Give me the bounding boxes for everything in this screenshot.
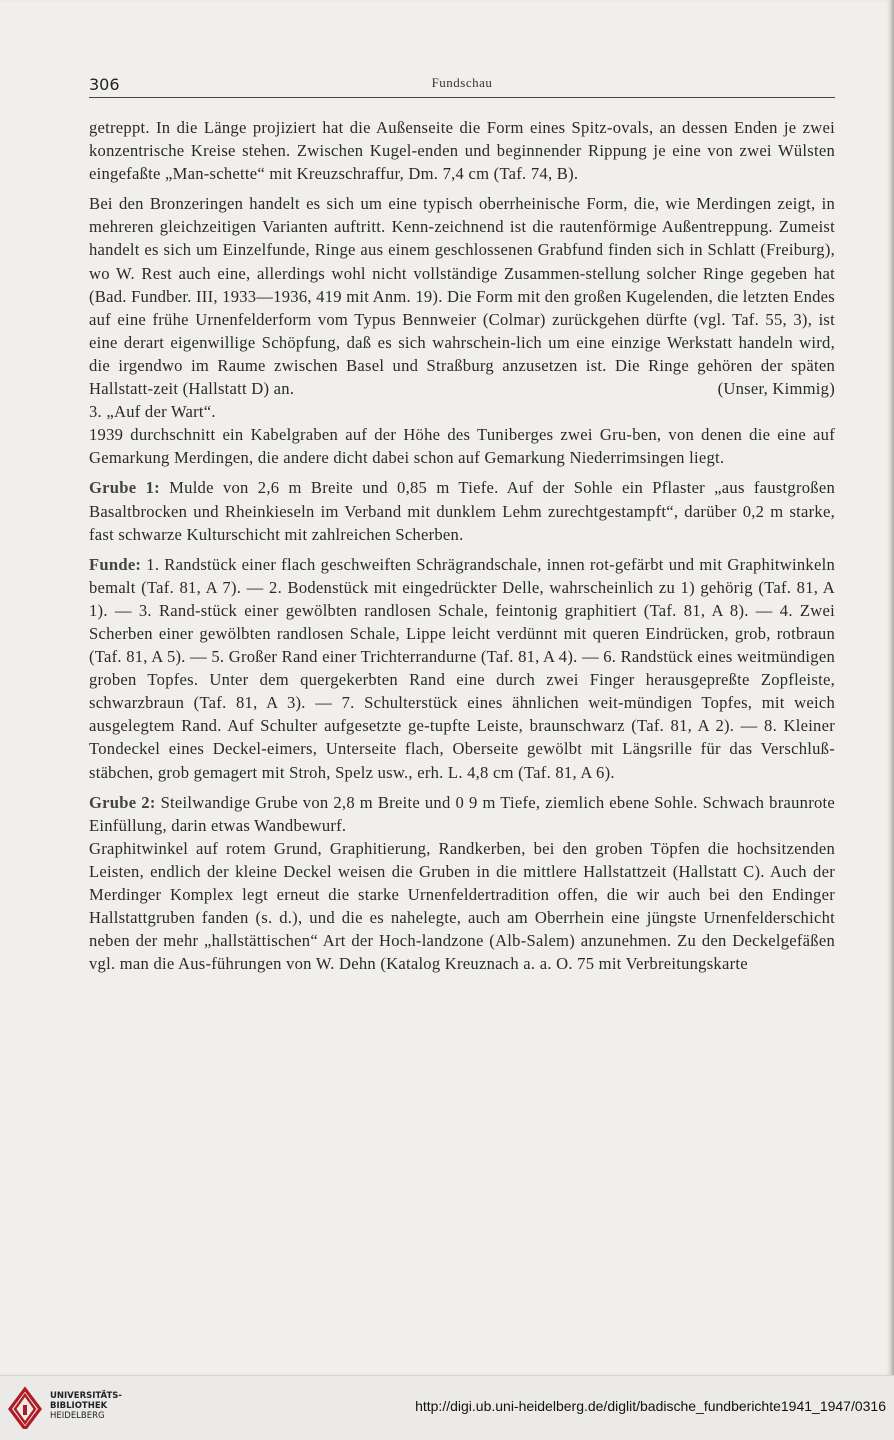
university-logo-icon[interactable]: [8, 1385, 42, 1429]
grube-1-label: Grube 1:: [89, 478, 160, 498]
paragraph-2: [89, 192, 835, 400]
body-text: [89, 116, 835, 982]
paragraph-3: 1939 durchschnitt ein Kabelgraben auf der Höhe des Tuniberges zwei Gru-ben, von denen die eine auf Gemarkung Merdingen, die andere dicht dabei schon auf Gemarkung Niederrimsingen liegt.: [89, 425, 835, 468]
running-head: Fundschau: [431, 75, 493, 90]
viewer-footer: [0, 1375, 894, 1440]
funde-label: Funde:: [89, 554, 142, 574]
funde-text: 1. Randstück einer flach geschweiften Schrägrandschale, innen rot-gefärbt und mit Graphitwinkeln bemalt (Taf. 81, A 7). — 2. Bodenstück mit eingedrückter Delle, wahrscheinlich zu 1) gehörig (Taf. 81, A 1). — 3. Rand-stück einer gewölbten randlosen Schale, feintonig graphitiert (Taf. 81, A 8). — 4. Zwei Scherben einer gewölbten randlosen Schale, Lippe leicht verdünnt mit queren Eindrücken, grob, rotbraun (Taf. 81, A 5). — 5. Großer Rand einer Trichterrandurne (Taf. 81, A 4). — 6. Randstück eines weitmündigen groben Topfes. Unter dem quergekerbten Rand eine durch zwei Finger herausgepreßte Zopfleiste, schwarzbraun (Taf. 81, A 3). — 7. Schulterstück eines ähnlichen weit-mündigen Topfes, mit weich ausgelegtem Rand. Auf Schulter aufgesetzte ge-tupfte Leiste, braunschwarz (Taf. 81, A 2). — 8. Kleiner Tondeckel eines Deckel-eimers, Unterseite flach, Oberseite gewölbt mit Längsrille für das Verschluß-stäbchen, grob gemagert mit Stroh, Spelz usw., erh. L. 4,8 cm (Taf. 81, A 6).: [89, 554, 835, 782]
logo-line-3: HEIDELBERG: [50, 1411, 105, 1421]
paragraph-grube-1: [89, 476, 835, 545]
grube-2-label: Grube 2:: [89, 792, 156, 812]
logo-line-2: BIBLIOTHEK: [50, 1401, 108, 1411]
grube-1-text: Mulde von 2,6 m Breite und 0,85 m Tiefe. Auf der Sohle ein Pflaster „aus faustgroßen Basaltbrocken und Rheinkieseln im Verband mit dunklem Lehm zurechtgestampft“, darüber 0,2 m starke, fast schwarze Kulturschicht mit zahlreichen Scherben.: [89, 478, 835, 544]
page-header: [89, 73, 835, 98]
grube-2-text: Steilwandige Grube von 2,8 m Breite und 0 9 m Tiefe, ziemlich ebene Sohle. Schwach braunrote Einfüllung, darin etwas Wandbewurf.: [89, 792, 835, 835]
section-heading: 3. „Auf der Wart“.: [89, 402, 216, 422]
permalink-url[interactable]: http://digi.ub.uni-heidelberg.de/diglit/badische_fundberichte1941_1947/0316: [415, 1398, 886, 1414]
paragraph-1: getreppt. In die Länge projiziert hat die Außenseite die Form eines Spitz-ovals, an dessen Enden je zwei konzentrische Kreise stehen. Zwischen Kugel-enden und beginnender Rippung je eine von zwei Wülsten eingefaßte „Man-schette“ mit Kreuzschraffur, Dm. 7,4 cm (Taf. 74, B).: [89, 118, 835, 184]
paragraph-grube-2: [89, 791, 835, 837]
author-attribution: (Unser, Kimmig): [717, 379, 835, 399]
paragraph-conclusion: Graphitwinkel auf rotem Grund, Graphitierung, Randkerben, bei den groben Töpfen die hochsitzenden Leisten, endlich der kleine Deckel weisen die Gruben in die mittlere Hallstattzeit (Hallstatt C). Auch der Merdinger Komplex legt erneut die starke Urnenfeldertradition offen, die wir auch bei den Endinger Hallstattgruben fanden (s. d.), und die es nahelegte, auch am Oberrhein eine jüngste Urnenfelderschicht neben der mehr „hallstättischen“ Art der Hoch-landzone (Alb-Salem) anzunehmen. Zu den Deckelgefäßen vgl. man die Aus-führungen von W. Dehn (Katalog Kreuznach a. a. O. 75 mit Verbreitungskarte: [89, 838, 835, 974]
university-logo-text: [50, 1391, 122, 1421]
paragraph-funde: [89, 553, 835, 784]
logo-line-1: UNIVERSITÄTS-: [50, 1391, 122, 1401]
page-number: 306: [89, 75, 120, 94]
paragraph-2-text: Bei den Bronzeringen handelt es sich um eine typisch oberrheinische Form, die, wie Merdingen zeigt, in mehreren gleichzeitigen Varianten auftritt. Kenn-zeichnend ist die rautenförmige Außentreppung. Zumeist handelt es sich um Einzelfunde, Ringe aus einem geschlossenen Grabfund finden sich in Schlatt (Freiburg), wo W. Rest auch eine, allerdings wohl nicht vollständige Zusammen-stellung solcher Ringe gegeben hat (Bad. Fundber. III, 1933—1936, 419 mit Anm. 19). Die Form mit den großen Kugelenden, die letzten Endes auf eine frühe Urnenfelderform vom Typus Bennweier (Colmar) zurückgehen dürfte (vgl. Taf. 55, 3), ist eine derart eigenwillige Schöpfung, daß es sich wahrschein-lich um eine einzige Werkstatt handeln wird, die irgendwo im Raume zwischen Basel und Straßburg anzusetzen ist. Die Ringe gehören der späten Hallstatt-zeit (Hallstatt D) an.: [89, 194, 835, 399]
